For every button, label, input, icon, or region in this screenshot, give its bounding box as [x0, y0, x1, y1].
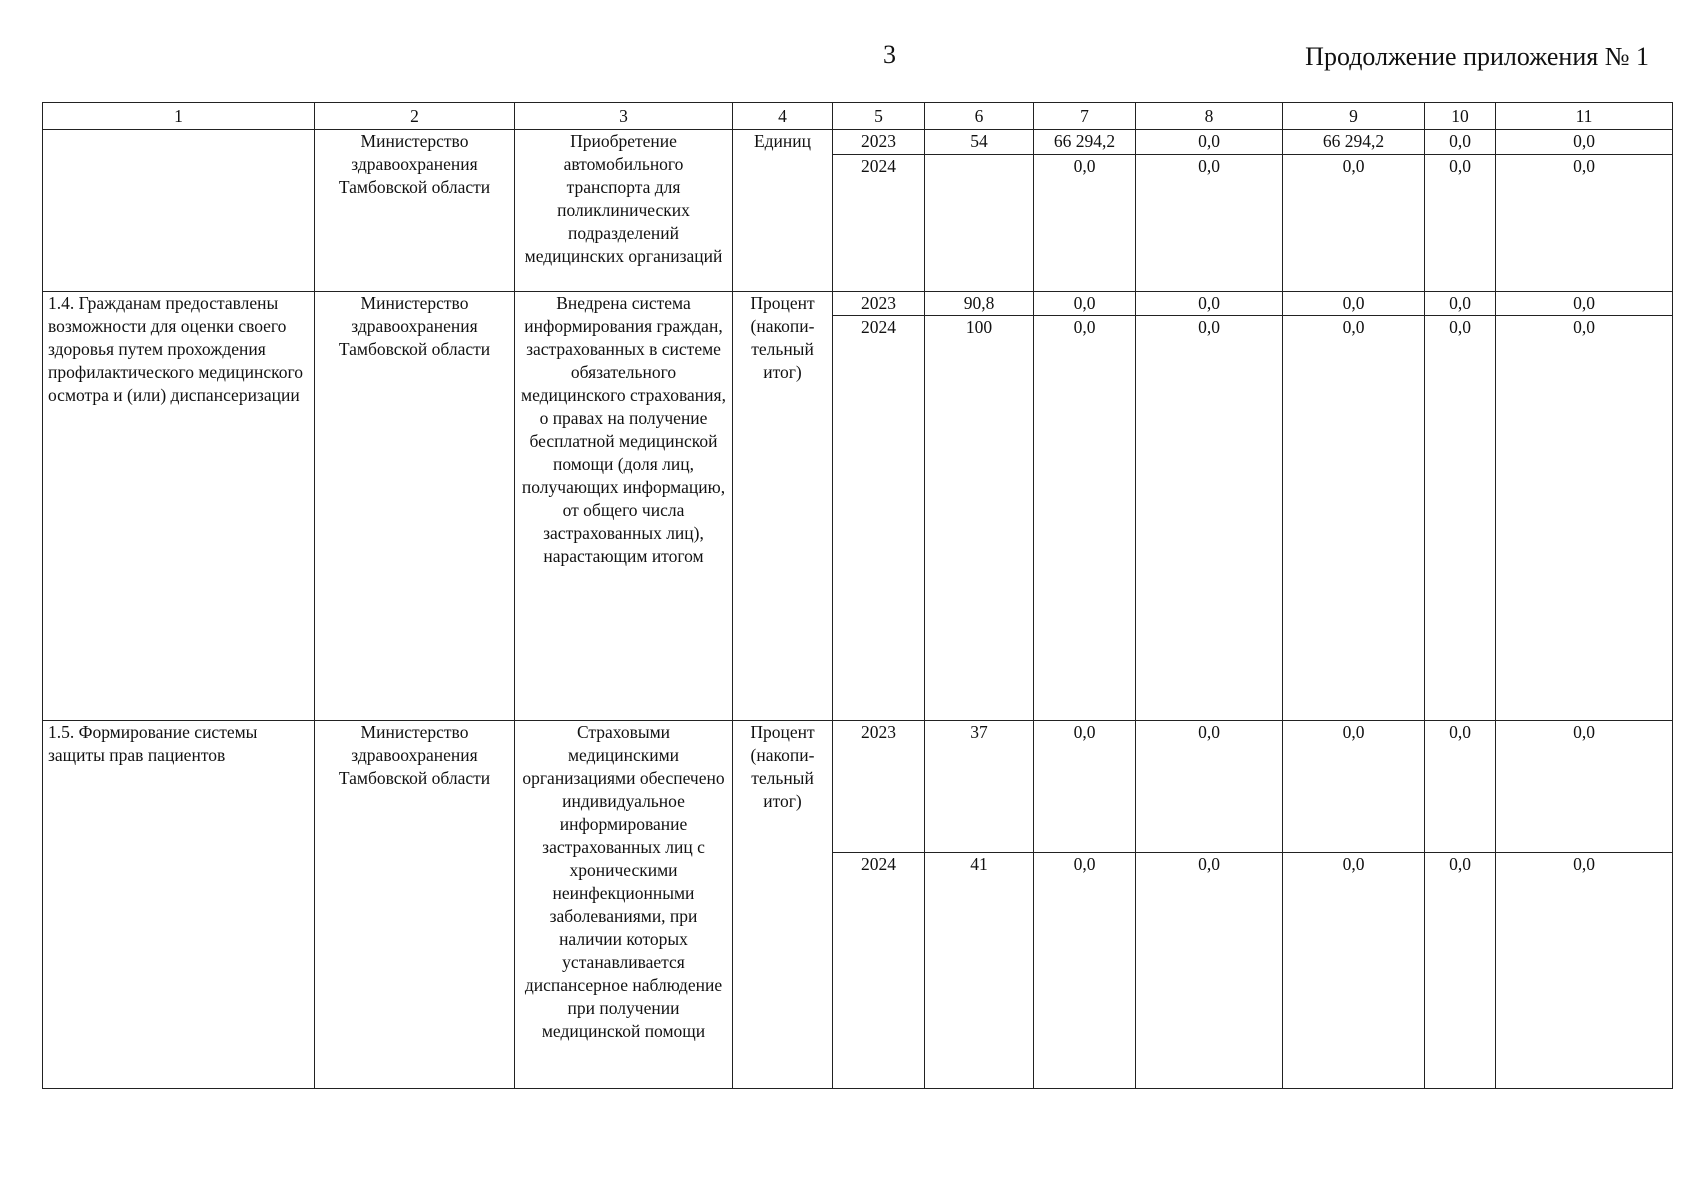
value-cell: 0,0 — [1425, 155, 1496, 292]
responsible-cell: Министерство здравоохранения Тамбовской области — [315, 292, 515, 721]
column-header: 3 — [515, 103, 733, 130]
value-cell: 0,0 — [1425, 316, 1496, 721]
value-cell: 0,0 — [1496, 853, 1673, 1089]
value-cell: 0,0 — [1136, 316, 1283, 721]
unit-cell: Единиц — [733, 130, 833, 292]
page-number: 3 — [883, 40, 896, 69]
goal-cell: 1.5. Формирование системы защиты прав пациентов — [43, 721, 315, 1089]
unit-cell: Процент (накопи-тельный итог) — [733, 721, 833, 1089]
header-title: Продолжение приложения № 1 — [1305, 42, 1649, 71]
value-cell — [925, 155, 1034, 292]
responsible-cell: Министерство здравоохранения Тамбовской области — [315, 721, 515, 1089]
year-cell: 2024 — [833, 316, 925, 721]
table-row — [43, 292, 1673, 316]
column-header: 1 — [43, 103, 315, 130]
year-cell: 2024 — [833, 155, 925, 292]
unit-cell: Процент (накопи-тельный итог) — [733, 292, 833, 721]
value-cell: 0,0 — [1136, 721, 1283, 853]
column-header: 9 — [1283, 103, 1425, 130]
value-cell: 0,0 — [1034, 316, 1136, 721]
column-header: 10 — [1425, 103, 1496, 130]
column-header: 11 — [1496, 103, 1673, 130]
value-cell: 0,0 — [1496, 721, 1673, 853]
year-cell: 2023 — [833, 130, 925, 155]
value-cell: 90,8 — [925, 292, 1034, 316]
column-header: 5 — [833, 103, 925, 130]
value-cell: 0,0 — [1283, 721, 1425, 853]
column-header: 7 — [1034, 103, 1136, 130]
goal-cell — [43, 130, 315, 292]
value-cell: 0,0 — [1034, 292, 1136, 316]
value-cell: 37 — [925, 721, 1034, 853]
year-cell: 2024 — [833, 853, 925, 1089]
value-cell: 0,0 — [1425, 853, 1496, 1089]
value-cell: 0,0 — [1496, 155, 1673, 292]
value-cell: 66 294,2 — [1034, 130, 1136, 155]
value-cell: 0,0 — [1496, 130, 1673, 155]
value-cell: 0,0 — [1034, 721, 1136, 853]
indicator-cell: Внедрена система информирования граждан, застрахованных в системе обязательного медицинского страхования, о правах на получение бесплатной медицинской помощи (доля лиц, получающих информацию, от общего числа застрахованных лиц), нарастающим итогом — [515, 292, 733, 721]
value-cell: 0,0 — [1283, 316, 1425, 721]
value-cell: 0,0 — [1136, 155, 1283, 292]
indicator-cell: Страховыми медицинскими организациями обеспечено индивидуальное информирование застрахованных лиц с хроническими неинфекционными заболеваниями, при наличии которых устанавливается диспансерное наблюдение при получении медицинской помощи — [515, 721, 733, 1089]
column-header: 2 — [315, 103, 515, 130]
value-cell: 66 294,2 — [1283, 130, 1425, 155]
column-header: 4 — [733, 103, 833, 130]
value-cell: 54 — [925, 130, 1034, 155]
value-cell: 0,0 — [1034, 853, 1136, 1089]
value-cell: 0,0 — [1425, 292, 1496, 316]
value-cell: 0,0 — [1496, 316, 1673, 721]
value-cell: 0,0 — [1136, 853, 1283, 1089]
value-cell: 0,0 — [1136, 130, 1283, 155]
value-cell: 100 — [925, 316, 1034, 721]
year-cell: 2023 — [833, 721, 925, 853]
indicator-cell: Приобретение автомобильного транспорта для поликлинических подразделений медицинских организаций — [515, 130, 733, 292]
value-cell: 0,0 — [1425, 130, 1496, 155]
value-cell: 0,0 — [1034, 155, 1136, 292]
column-header: 8 — [1136, 103, 1283, 130]
value-cell: 0,0 — [1283, 292, 1425, 316]
data-table — [42, 102, 1673, 1089]
goal-cell: 1.4. Гражданам предоставлены возможности для оценки своего здоровья путем прохождения профилактического медицинского осмотра и (или) диспансеризации — [43, 292, 315, 721]
year-cell: 2023 — [833, 292, 925, 316]
responsible-cell: Министерство здравоохранения Тамбовской области — [315, 130, 515, 292]
value-cell: 0,0 — [1136, 292, 1283, 316]
column-number-row — [43, 103, 1673, 130]
table-row — [43, 721, 1673, 853]
value-cell: 0,0 — [1283, 155, 1425, 292]
value-cell: 0,0 — [1425, 721, 1496, 853]
table-row — [43, 130, 1673, 155]
value-cell: 41 — [925, 853, 1034, 1089]
column-header: 6 — [925, 103, 1034, 130]
value-cell: 0,0 — [1283, 853, 1425, 1089]
value-cell: 0,0 — [1496, 292, 1673, 316]
